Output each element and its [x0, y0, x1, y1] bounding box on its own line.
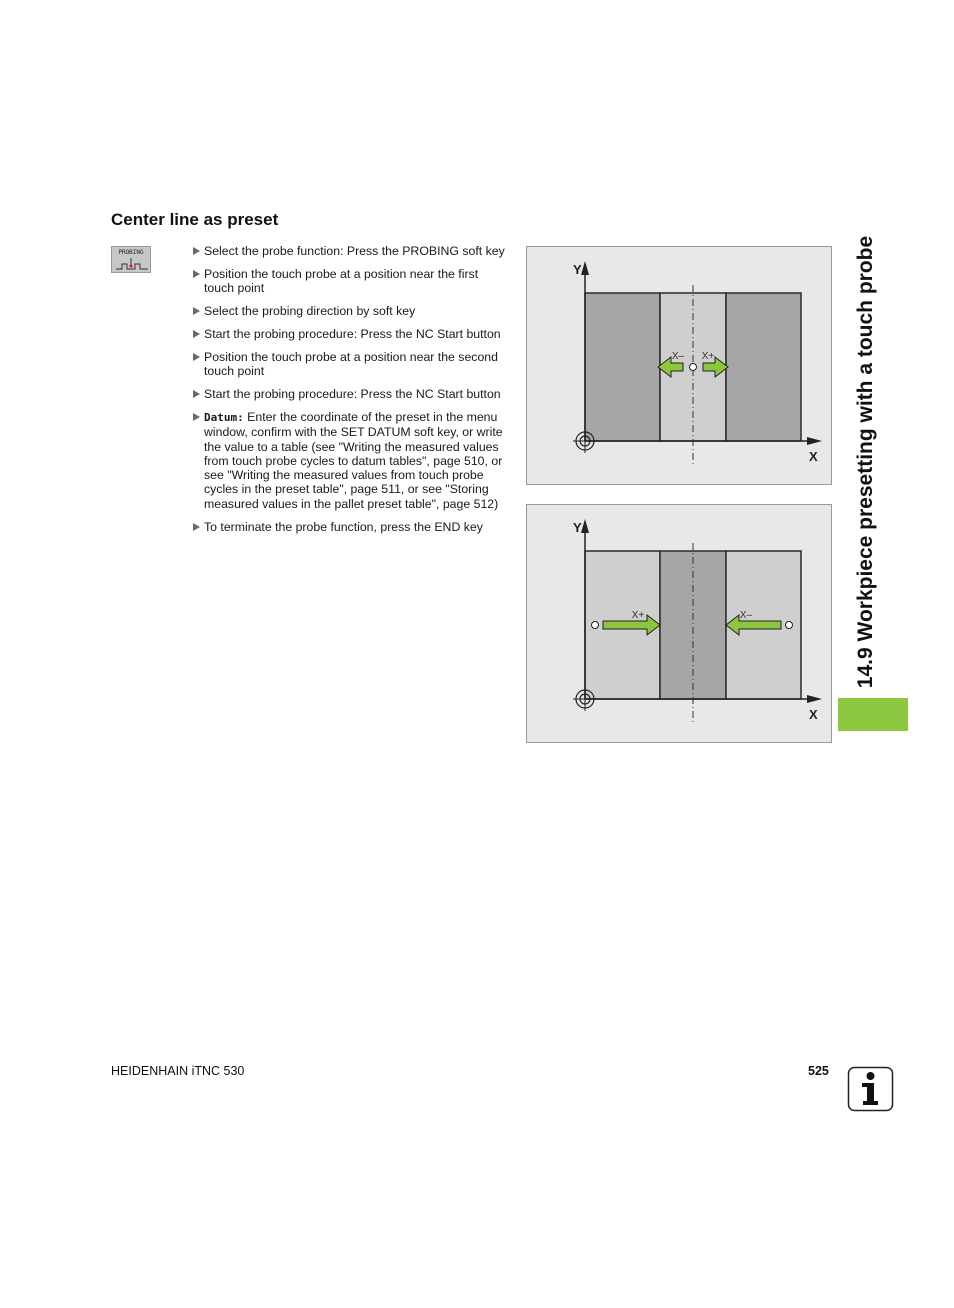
bullet-triangle-icon	[193, 523, 200, 531]
step-item: To terminate the probe function, press the END key	[193, 520, 511, 534]
bullet-triangle-icon	[193, 247, 200, 255]
step-item: Select the probe function: Press the PROBING soft key	[193, 244, 511, 258]
instruction-steps	[193, 244, 511, 543]
chapter-tab-marker	[838, 698, 908, 731]
page-number: 525	[808, 1064, 829, 1078]
step-item: Datum: Enter the coordinate of the preset in the menu window, confirm with the SET DATUM soft key, or write the value to a table (see "Writing the measured values from touch probe cycles to datum tables", page 510, or see "Writing the measured values from touch probe cycles in the preset table", page 511, or see "Storing measured values in the pallet preset table", page 512)	[193, 410, 511, 511]
step-item: Position the touch probe at a position near the first touch point	[193, 267, 511, 296]
probing-figure-2	[526, 504, 832, 743]
probing-softkey[interactable]	[111, 246, 151, 273]
datum-code: Datum:	[204, 410, 244, 424]
softkey-label: PROBING	[118, 249, 144, 256]
info-icon	[847, 1066, 894, 1112]
figure-1-axis-y: Y	[573, 262, 582, 277]
bullet-triangle-icon	[193, 390, 200, 398]
probing-icon	[115, 257, 149, 271]
chapter-side-title-text: 14.9 Workpiece presetting with a touch probe	[854, 235, 877, 689]
figure-2-axis-y: Y	[573, 520, 582, 535]
figure-1-axis-x: X	[809, 449, 818, 464]
footer-product: HEIDENHAIN iTNC 530	[111, 1064, 245, 1078]
figure-1-drawing	[527, 247, 831, 484]
figure-2-left-label: X+	[631, 610, 645, 621]
figure-1-right-label: X+	[701, 351, 715, 362]
chapter-side-title	[834, 212, 898, 712]
step-item: Select the probing direction by soft key	[193, 304, 511, 318]
probing-figure-1	[526, 246, 832, 485]
step-item: Position the touch probe at a position near the second touch point	[193, 350, 511, 379]
step-item: Start the probing procedure: Press the NC Start button	[193, 327, 511, 341]
figure-2-axis-x: X	[809, 707, 818, 722]
section-title: Center line as preset	[111, 210, 279, 229]
bullet-triangle-icon	[193, 353, 200, 361]
bullet-triangle-icon	[193, 330, 200, 338]
bullet-triangle-icon	[193, 307, 200, 315]
step-item: Start the probing procedure: Press the NC Start button	[193, 387, 511, 401]
figure-1-left-label: X–	[671, 351, 685, 362]
bullet-triangle-icon	[193, 413, 200, 421]
bullet-triangle-icon	[193, 270, 200, 278]
figure-2-right-label: X–	[739, 610, 753, 621]
figure-2-drawing	[527, 505, 831, 742]
